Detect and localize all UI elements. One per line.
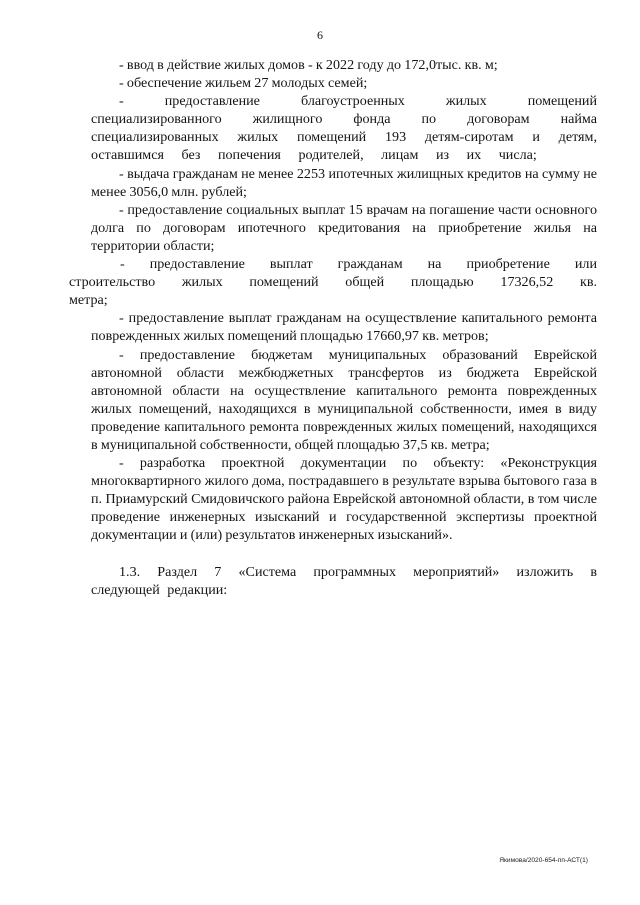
list-item: - ввод в действие жилых домов - к 2022 году до 172,0тыс. кв. м; <box>119 57 498 73</box>
list-item: - предоставление выплат гражданам на приобретение или строительство жилых помещений общей площадью 17326,52 кв. метра; <box>69 256 597 309</box>
list-item: - разработка проектной документации по объекту: «Реконструкция многоквартирного жилого дома, пострадавшего в результате взрыва бытового газа в п. Приамурский Смидовичского района Еврейской автономной области, в том числе проведение инженерных изысканий и государственной экспертизы проектной документации и (или) результатов инженерных изысканий». <box>91 455 597 544</box>
section-paragraph: 1.3. Раздел 7 «Система программных мероприятий» изложить в следующей редакции: <box>91 563 597 598</box>
list-item: - предоставление бюджетам муниципальных образований Еврейской автономной области межбюджетных трансфертов из бюджета Еврейской автономной области на осуществление капитального ремонта поврежденных жилых помещений, находящихся в муниципальной собственности, имея в виду проведение капитального ремонта поврежденных жилых помещений, находящихся в муниципальной собственности, общей площадью 37,5 кв. метра; <box>91 346 597 453</box>
list-item: - обеспечение жильем 27 молодых семей; <box>119 75 368 92</box>
list-item: - предоставление благоустроенных жилых помещений специализированного жилищного фонда по договорам найма специализированных жилых помещений 193 детям-сиротам и детям, оставшимся без попечения родителей, лицам из их числа; <box>91 93 597 164</box>
page-number: 6 <box>317 28 323 42</box>
list-item: - выдача гражданам не менее 2253 ипотечных жилищных кредитов на сумму не менее 3056,0 млн. рублей; <box>91 165 597 200</box>
document-body <box>69 56 597 599</box>
list-item: - предоставление выплат гражданам на осуществление капитального ремонта поврежденных жилых помещений площадью 17660,97 кв. метров; <box>91 310 597 345</box>
list-item: - предоставление социальных выплат 15 врачам на погашение части основного долга по договорам ипотечного кредитования на приобретение жилья на территории области; <box>91 201 597 254</box>
footer-reference: Якимова/2020-654-пп-АСТ(1) <box>499 857 588 864</box>
